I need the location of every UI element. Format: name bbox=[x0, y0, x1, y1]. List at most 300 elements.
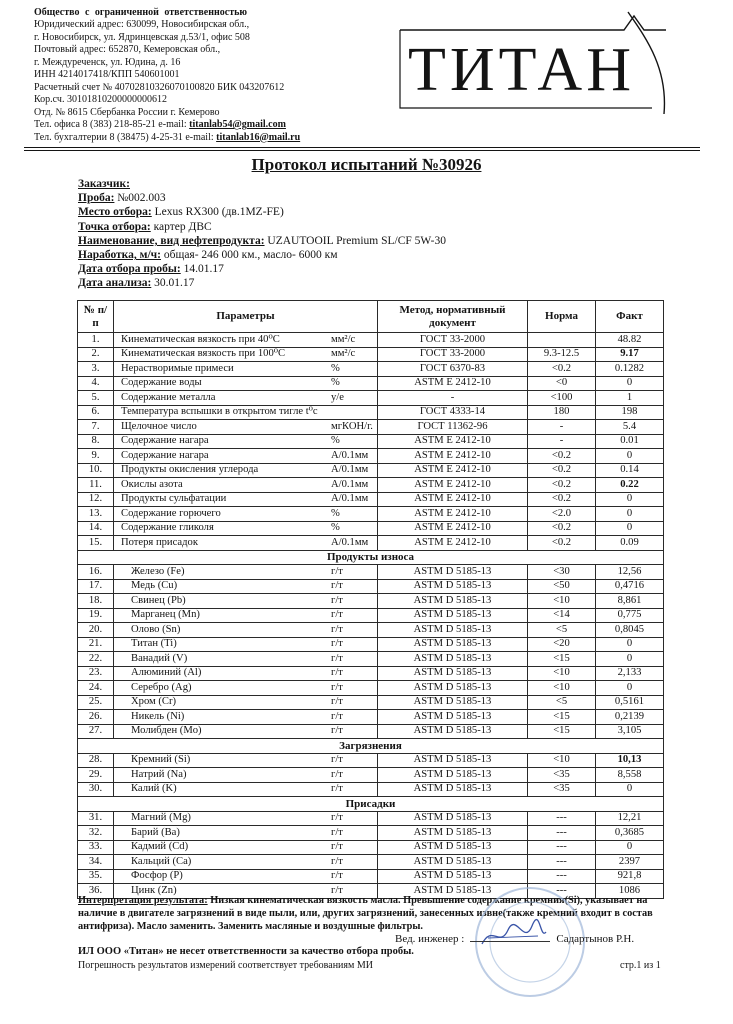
row-number: 19. bbox=[78, 608, 114, 623]
parameter-unit: г/т bbox=[331, 710, 343, 722]
method-cell: ASTM D 5185-13 bbox=[378, 710, 528, 725]
parameter-name: Титан (Ti) bbox=[131, 638, 177, 650]
parameter-cell bbox=[114, 362, 378, 377]
parameter-unit: г/т bbox=[331, 783, 343, 795]
norm-cell: <15 bbox=[528, 710, 596, 725]
parameter-cell bbox=[114, 710, 378, 725]
signer-name: Садартынов Р.Н. bbox=[556, 933, 635, 945]
parameter-name: Окислы азота bbox=[121, 478, 183, 490]
method-cell: ASTM D 5185-13 bbox=[378, 623, 528, 638]
fact-cell: 0,2139 bbox=[596, 710, 664, 725]
parameter-name: Содержание горючего bbox=[121, 507, 221, 519]
method-cell: ASTM D 5185-13 bbox=[378, 855, 528, 870]
method-cell: ASTM D 5185-13 bbox=[378, 840, 528, 855]
signature-block bbox=[395, 933, 634, 945]
section-row bbox=[78, 797, 664, 812]
parameter-cell bbox=[114, 405, 378, 420]
fact-cell: 0 bbox=[596, 681, 664, 696]
table-row bbox=[78, 478, 664, 493]
parameter-unit: А/0.1мм bbox=[331, 449, 369, 461]
fact-cell: 12,56 bbox=[596, 565, 664, 580]
parameter-cell bbox=[114, 536, 378, 551]
row-number: 22. bbox=[78, 652, 114, 667]
parameter-unit: % bbox=[331, 507, 340, 519]
parameter-name: Алюминий (Al) bbox=[131, 667, 202, 679]
page-number: стр.1 из 1 bbox=[620, 960, 661, 971]
row-number: 2. bbox=[78, 347, 114, 362]
table-row bbox=[78, 565, 664, 580]
row-number: 15. bbox=[78, 536, 114, 551]
norm-cell: --- bbox=[528, 869, 596, 884]
signer-role: Вед. инженер : bbox=[395, 933, 465, 945]
table-row bbox=[78, 608, 664, 623]
norm-cell: 9.3-12.5 bbox=[528, 347, 596, 362]
parameter-cell bbox=[114, 666, 378, 681]
protocol-title: Протокол испытаний №30926 bbox=[251, 155, 482, 174]
section-row bbox=[78, 739, 664, 754]
interpretation-label: Интерпретация результата: bbox=[78, 895, 208, 906]
fact-cell: 9.17 bbox=[596, 347, 664, 362]
parameter-unit: г/т bbox=[331, 638, 343, 650]
parameter-name: Продукты окисления углерода bbox=[121, 464, 259, 476]
row-number: 29. bbox=[78, 768, 114, 783]
method-cell: ГОСТ 11362-96 bbox=[378, 420, 528, 435]
parameter-cell bbox=[114, 478, 378, 493]
parameter-unit: г/т bbox=[331, 841, 343, 853]
disclaimer: ИЛ ООО «Титан» не несет ответственности за качество отбора пробы. bbox=[78, 946, 414, 957]
parameter-cell bbox=[114, 420, 378, 435]
row-number: 32. bbox=[78, 826, 114, 841]
office-phone: Тел. офиса 8 (383) 218-85-21 e-mail: bbox=[34, 119, 190, 131]
parameter-name: Цинк (Zn) bbox=[131, 884, 177, 896]
row-number: 33. bbox=[78, 840, 114, 855]
parameter-unit: % bbox=[331, 377, 340, 389]
parameter-unit: г/т bbox=[331, 696, 343, 708]
table-row bbox=[78, 521, 664, 536]
parameter-cell bbox=[114, 623, 378, 638]
fact-cell: 8,558 bbox=[596, 768, 664, 783]
parameter-cell bbox=[114, 826, 378, 841]
col-header-fact: Факт bbox=[596, 301, 664, 333]
parameter-cell bbox=[114, 579, 378, 594]
norm-cell: <0.2 bbox=[528, 449, 596, 464]
info-row: Наработка, м/ч: общая- 246 000 км., масло- 6000 км bbox=[78, 249, 338, 262]
parameter-unit: г/т bbox=[331, 768, 343, 780]
parameter-unit: мм²/с bbox=[331, 348, 356, 360]
method-cell: ASTM D 5185-13 bbox=[378, 579, 528, 594]
norm-cell bbox=[528, 333, 596, 348]
parameter-name: Магний (Mg) bbox=[131, 812, 191, 824]
parameter-unit: г/т bbox=[331, 870, 343, 882]
parameter-unit: % bbox=[331, 435, 340, 447]
parameter-unit: г/т bbox=[331, 826, 343, 838]
parameter-name: Барий (Ba) bbox=[131, 826, 180, 838]
fact-cell: 2,133 bbox=[596, 666, 664, 681]
parameter-unit: % bbox=[331, 362, 340, 374]
row-number: 23. bbox=[78, 666, 114, 681]
accounting-contacts bbox=[34, 132, 394, 144]
fact-cell: 0.1282 bbox=[596, 362, 664, 377]
method-cell: ASTM E 2412-10 bbox=[378, 521, 528, 536]
norm-cell: <35 bbox=[528, 782, 596, 797]
method-cell: ASTM D 5185-13 bbox=[378, 782, 528, 797]
method-cell: ASTM D 5185-13 bbox=[378, 608, 528, 623]
parameter-unit: г/т bbox=[331, 565, 343, 577]
norm-cell: --- bbox=[528, 840, 596, 855]
norm-cell: <10 bbox=[528, 681, 596, 696]
table-row bbox=[78, 840, 664, 855]
parameter-cell bbox=[114, 376, 378, 391]
signature-line bbox=[470, 941, 550, 942]
table-row bbox=[78, 753, 664, 768]
parameter-cell bbox=[114, 521, 378, 536]
fact-cell: 0 bbox=[596, 652, 664, 667]
norm-cell: <0.2 bbox=[528, 521, 596, 536]
row-number: 34. bbox=[78, 855, 114, 870]
parameter-name: Содержание нагара bbox=[121, 449, 209, 461]
table-row bbox=[78, 536, 664, 551]
table-row bbox=[78, 492, 664, 507]
row-number: 8. bbox=[78, 434, 114, 449]
table-row bbox=[78, 362, 664, 377]
norm-cell: --- bbox=[528, 855, 596, 870]
parameter-name: Температура вспышки в открытом тигле t⁰с bbox=[121, 406, 318, 418]
table-row bbox=[78, 782, 664, 797]
table-header-row bbox=[78, 301, 664, 333]
parameter-cell bbox=[114, 565, 378, 580]
parameter-unit: мгКОН/г. bbox=[331, 420, 373, 432]
parameter-unit: г/т bbox=[331, 681, 343, 693]
norm-cell: <10 bbox=[528, 666, 596, 681]
method-cell: ASTM E 2412-10 bbox=[378, 536, 528, 551]
fact-cell: 0 bbox=[596, 840, 664, 855]
accounting-phone: Тел. бухгалтерии 8 (38475) 4-25-31 e-mail: bbox=[34, 131, 217, 143]
table-row bbox=[78, 376, 664, 391]
fact-cell: 0 bbox=[596, 521, 664, 536]
parameter-cell bbox=[114, 869, 378, 884]
org-line: г. Новосибирск, ул. Ядринцевская д.53/1, офис 508 bbox=[34, 31, 250, 43]
table-row bbox=[78, 420, 664, 435]
parameter-unit: г/т bbox=[331, 884, 343, 896]
fact-cell: 921,8 bbox=[596, 869, 664, 884]
fact-cell: 12,21 bbox=[596, 811, 664, 826]
logo-wordmark: ТИТАН bbox=[408, 36, 635, 104]
norm-cell: <0.2 bbox=[528, 492, 596, 507]
table-row bbox=[78, 768, 664, 783]
parameter-cell bbox=[114, 333, 378, 348]
parameter-cell bbox=[114, 637, 378, 652]
method-cell: ASTM E 2412-10 bbox=[378, 449, 528, 464]
parameter-name: Содержание гликоля bbox=[121, 522, 214, 534]
parameter-name: Калий (K) bbox=[131, 783, 177, 795]
method-cell: ГОСТ 6370-83 bbox=[378, 362, 528, 377]
col-header-method: Метод, нормативный документ bbox=[378, 301, 528, 333]
titan-logo bbox=[396, 8, 696, 120]
parameter-name: Содержание металла bbox=[121, 391, 216, 403]
col-header-number: № п/п bbox=[78, 301, 114, 333]
method-cell: ASTM E 2412-10 bbox=[378, 478, 528, 493]
row-number: 28. bbox=[78, 753, 114, 768]
parameter-cell bbox=[114, 434, 378, 449]
norm-cell: <20 bbox=[528, 637, 596, 652]
row-number: 9. bbox=[78, 449, 114, 464]
table-row bbox=[78, 724, 664, 739]
norm-cell: - bbox=[528, 434, 596, 449]
parameter-name: Продукты сульфатации bbox=[121, 493, 227, 505]
method-cell: ASTM D 5185-13 bbox=[378, 724, 528, 739]
fact-cell: 8,861 bbox=[596, 594, 664, 609]
parameter-name: Ванадий (V) bbox=[131, 652, 188, 664]
fact-cell: 0 bbox=[596, 492, 664, 507]
method-cell: ASTM D 5185-13 bbox=[378, 695, 528, 710]
parameter-unit: % bbox=[331, 522, 340, 534]
fact-cell: 0,3685 bbox=[596, 826, 664, 841]
parameter-unit: г/т bbox=[331, 609, 343, 621]
method-cell: ASTM D 5185-13 bbox=[378, 811, 528, 826]
parameter-name: Свинец (Pb) bbox=[131, 594, 186, 606]
fact-cell: 0 bbox=[596, 449, 664, 464]
method-cell: ГОСТ 4333-14 bbox=[378, 405, 528, 420]
parameter-name: Кинематическая вязкость при 40⁰С bbox=[121, 333, 280, 345]
info-row: Точка отбора: картер ДВС bbox=[78, 220, 212, 233]
parameter-name: Медь (Cu) bbox=[131, 580, 178, 592]
parameter-unit: г/т bbox=[331, 855, 343, 867]
fact-cell: 1086 bbox=[596, 884, 664, 899]
fact-cell: 0 bbox=[596, 782, 664, 797]
sample-info bbox=[78, 177, 446, 291]
method-cell: ГОСТ 33-2000 bbox=[378, 347, 528, 362]
fact-cell: 198 bbox=[596, 405, 664, 420]
row-number: 4. bbox=[78, 376, 114, 391]
table-row bbox=[78, 666, 664, 681]
row-number: 35. bbox=[78, 869, 114, 884]
table-row bbox=[78, 579, 664, 594]
parameter-cell bbox=[114, 753, 378, 768]
info-row: Место отбора: Lexus RX300 (дв.1MZ-FE) bbox=[78, 206, 284, 219]
table-row bbox=[78, 347, 664, 362]
parameter-unit: г/т bbox=[331, 754, 343, 766]
norm-cell: <10 bbox=[528, 753, 596, 768]
fact-cell: 0 bbox=[596, 637, 664, 652]
org-line: Кор.сч. 30101810200000000612 bbox=[34, 94, 167, 106]
norm-cell: <30 bbox=[528, 565, 596, 580]
section-title: Продукты износа bbox=[78, 550, 664, 565]
parameter-cell bbox=[114, 840, 378, 855]
norm-cell: <10 bbox=[528, 594, 596, 609]
parameter-unit: А/0.1мм bbox=[331, 478, 369, 490]
accounting-email-link[interactable]: titanlab16@mail.ru bbox=[216, 131, 301, 143]
parameter-name: Кремний (Si) bbox=[131, 754, 191, 766]
row-number: 5. bbox=[78, 391, 114, 406]
parameter-unit: г/т bbox=[331, 725, 343, 737]
info-row: Наименование, вид нефтепродукта: UZAUTOOIL Premium SL/CF 5W-30 bbox=[78, 234, 446, 247]
parameter-name: Кадмий (Cd) bbox=[131, 841, 189, 853]
table-row bbox=[78, 594, 664, 609]
table-row bbox=[78, 710, 664, 725]
table-row bbox=[78, 623, 664, 638]
parameter-name: Молибден (Mo) bbox=[131, 725, 202, 737]
parameter-cell bbox=[114, 347, 378, 362]
method-cell: ASTM D 5185-13 bbox=[378, 652, 528, 667]
section-title: Загрязнения bbox=[78, 739, 664, 754]
parameter-cell bbox=[114, 811, 378, 826]
parameter-cell bbox=[114, 681, 378, 696]
norm-cell: 180 bbox=[528, 405, 596, 420]
parameter-unit: г/т bbox=[331, 812, 343, 824]
fact-cell: 3,105 bbox=[596, 724, 664, 739]
norm-cell: --- bbox=[528, 884, 596, 899]
organization-details bbox=[34, 7, 394, 144]
fact-cell: 0.14 bbox=[596, 463, 664, 478]
parameter-cell bbox=[114, 463, 378, 478]
row-number: 30. bbox=[78, 782, 114, 797]
parameter-unit: А/0.1мм bbox=[331, 536, 369, 548]
row-number: 31. bbox=[78, 811, 114, 826]
org-line: Юридический адрес: 630099, Новосибирская обл., bbox=[34, 19, 250, 31]
norm-cell: <5 bbox=[528, 695, 596, 710]
norm-cell: <0.2 bbox=[528, 362, 596, 377]
table-row bbox=[78, 434, 664, 449]
parameter-name: Кальций (Ca) bbox=[131, 855, 192, 867]
parameter-unit: А/0.1мм bbox=[331, 464, 369, 476]
fact-cell: 1 bbox=[596, 391, 664, 406]
method-cell: ASTM E 2412-10 bbox=[378, 434, 528, 449]
row-number: 17. bbox=[78, 579, 114, 594]
parameter-name: Потеря присадок bbox=[121, 536, 198, 548]
table-row bbox=[78, 826, 664, 841]
row-number: 14. bbox=[78, 521, 114, 536]
norm-cell: <15 bbox=[528, 724, 596, 739]
parameter-name: Серебро (Ag) bbox=[131, 681, 192, 693]
method-cell: ASTM D 5185-13 bbox=[378, 869, 528, 884]
fact-cell: 0,4716 bbox=[596, 579, 664, 594]
norm-cell: - bbox=[528, 420, 596, 435]
row-number: 3. bbox=[78, 362, 114, 377]
method-cell: ASTM E 2412-10 bbox=[378, 507, 528, 522]
table-row bbox=[78, 681, 664, 696]
parameter-cell bbox=[114, 768, 378, 783]
norm-cell: <0 bbox=[528, 376, 596, 391]
method-cell: ASTM D 5185-13 bbox=[378, 753, 528, 768]
norm-cell: <0.2 bbox=[528, 463, 596, 478]
info-row: Проба: №002.003 bbox=[78, 192, 166, 205]
section-row bbox=[78, 550, 664, 565]
table-row bbox=[78, 855, 664, 870]
norm-cell: --- bbox=[528, 826, 596, 841]
parameter-cell bbox=[114, 724, 378, 739]
office-email-link[interactable]: titanlab54@gmail.com bbox=[189, 119, 286, 131]
table-row bbox=[78, 652, 664, 667]
fact-cell: 0.01 bbox=[596, 434, 664, 449]
row-number: 27. bbox=[78, 724, 114, 739]
parameter-name: Содержание воды bbox=[121, 377, 202, 389]
fact-cell: 0.22 bbox=[596, 478, 664, 493]
col-header-parameters: Параметры bbox=[114, 301, 378, 333]
parameter-unit: у/е bbox=[331, 391, 344, 403]
parameter-cell bbox=[114, 492, 378, 507]
parameter-name: Нерастворимые примеси bbox=[121, 362, 234, 374]
fact-cell: 0,775 bbox=[596, 608, 664, 623]
info-row: Заказчик: bbox=[78, 178, 130, 190]
fact-cell: 48.82 bbox=[596, 333, 664, 348]
table-row bbox=[78, 333, 664, 348]
method-cell: ASTM E 2412-10 bbox=[378, 376, 528, 391]
norm-cell: --- bbox=[528, 811, 596, 826]
table-row bbox=[78, 391, 664, 406]
method-cell: ASTM D 5185-13 bbox=[378, 768, 528, 783]
parameter-name: Кинематическая вязкость при 100⁰С bbox=[121, 348, 286, 360]
org-line: г. Междуреченск, ул. Юдина, д. 16 bbox=[34, 56, 181, 68]
parameter-name: Щелочное число bbox=[121, 420, 197, 432]
parameter-cell bbox=[114, 855, 378, 870]
row-number: 21. bbox=[78, 637, 114, 652]
fact-cell: 0 bbox=[596, 507, 664, 522]
method-cell: ASTM D 5185-13 bbox=[378, 637, 528, 652]
table-row bbox=[78, 637, 664, 652]
header-divider bbox=[24, 147, 700, 148]
parameter-name: Фосфор (P) bbox=[131, 870, 183, 882]
parameter-name: Содержание нагара bbox=[121, 435, 209, 447]
norm-cell: <14 bbox=[528, 608, 596, 623]
row-number: 36. bbox=[78, 884, 114, 899]
fact-cell: 5.4 bbox=[596, 420, 664, 435]
parameter-cell bbox=[114, 608, 378, 623]
parameter-unit: г/т bbox=[331, 580, 343, 592]
parameter-cell bbox=[114, 782, 378, 797]
method-cell: ASTM D 5185-13 bbox=[378, 594, 528, 609]
norm-cell: <100 bbox=[528, 391, 596, 406]
norm-cell: <50 bbox=[528, 579, 596, 594]
method-cell: ASTM D 5185-13 bbox=[378, 884, 528, 899]
table-row bbox=[78, 449, 664, 464]
parameter-name: Железо (Fe) bbox=[131, 565, 185, 577]
method-cell: - bbox=[378, 391, 528, 406]
method-cell: ASTM D 5185-13 bbox=[378, 565, 528, 580]
parameter-name: Натрий (Na) bbox=[131, 768, 187, 780]
org-line: Почтовый адрес: 652870, Кемеровская обл., bbox=[34, 44, 221, 56]
parameter-unit: г/т bbox=[331, 652, 343, 664]
parameter-unit: г/т bbox=[331, 623, 343, 635]
section-title: Присадки bbox=[78, 797, 664, 812]
row-number: 16. bbox=[78, 565, 114, 580]
method-cell: ASTM D 5185-13 bbox=[378, 681, 528, 696]
table-row bbox=[78, 811, 664, 826]
parameter-cell bbox=[114, 652, 378, 667]
parameter-cell bbox=[114, 695, 378, 710]
fact-cell: 0.09 bbox=[596, 536, 664, 551]
fact-cell: 0,8045 bbox=[596, 623, 664, 638]
parameter-unit: мм²/с bbox=[331, 333, 356, 345]
info-row: Дата анализа: 30.01.17 bbox=[78, 277, 195, 290]
norm-cell: <35 bbox=[528, 768, 596, 783]
org-line: Расчетный счет № 40702810326070100820 БИК 043207612 bbox=[34, 81, 285, 93]
norm-cell: <5 bbox=[528, 623, 596, 638]
method-cell: ASTM D 5185-13 bbox=[378, 826, 528, 841]
norm-cell: <2.0 bbox=[528, 507, 596, 522]
results-table bbox=[77, 300, 664, 899]
row-number: 20. bbox=[78, 623, 114, 638]
row-number: 25. bbox=[78, 695, 114, 710]
org-line: ИНН 4214017418/КПП 540601001 bbox=[34, 69, 180, 81]
parameter-name: Марганец (Mn) bbox=[131, 609, 200, 621]
row-number: 26. bbox=[78, 710, 114, 725]
row-number: 13. bbox=[78, 507, 114, 522]
row-number: 10. bbox=[78, 463, 114, 478]
info-row: Дата отбора пробы: 14.01.17 bbox=[78, 263, 224, 276]
table-row bbox=[78, 463, 664, 478]
interpretation-text: Низкая кинематическая вязкость масла. Превышение содержание кремния(Si), указывает на наличие в двигателе загрязнений в виде пыли, или, других загрязнений, занесенных извне(также кремний входит в состав антифриза). Масло заменить. Заменить масляные и воздушные фильтры. bbox=[78, 895, 653, 932]
table-row bbox=[78, 507, 664, 522]
